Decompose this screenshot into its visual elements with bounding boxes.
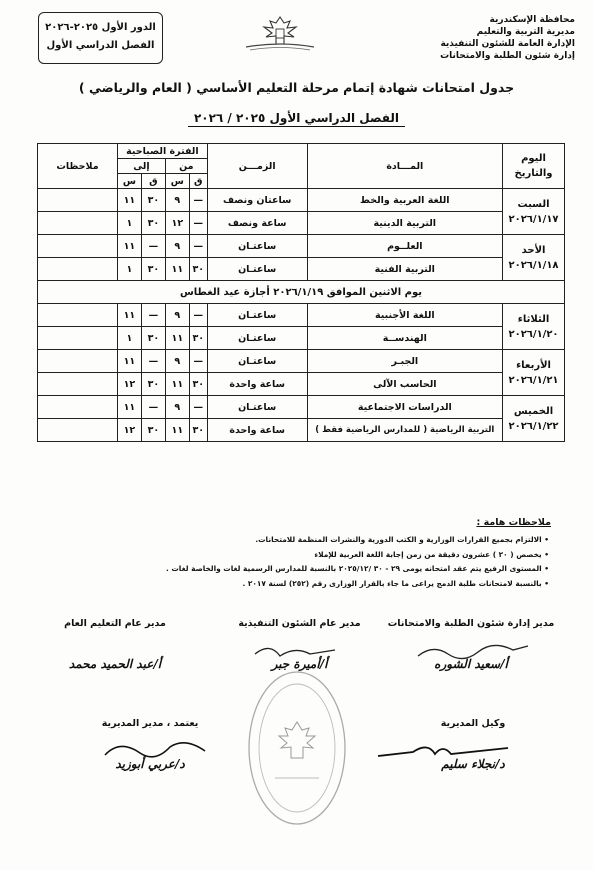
- from-q: —: [189, 212, 207, 235]
- signature-name: د/نجلاء سليم: [441, 757, 505, 771]
- day-name: الأربعاء: [516, 359, 551, 371]
- signature-block: [30, 618, 200, 671]
- notes-cell: [38, 350, 118, 373]
- session-term: الفصل الدراسي الأول: [46, 40, 155, 51]
- signature-name: أ/أميرة جبر: [271, 657, 328, 671]
- from-s: ٩: [165, 235, 189, 258]
- table-row: [38, 235, 565, 258]
- to-s: ١١: [117, 396, 141, 419]
- from-q: —: [189, 189, 207, 212]
- from-s: ٩: [165, 189, 189, 212]
- header-time: الزمـــن: [207, 144, 307, 189]
- table-row: [38, 327, 565, 350]
- from-s: ١٢: [165, 212, 189, 235]
- subject-cell: اللغة الأجنبية: [307, 304, 502, 327]
- header-q: ق: [141, 174, 165, 189]
- time-cell: ساعتـان: [207, 304, 307, 327]
- time-cell: ساعة ونصف: [207, 212, 307, 235]
- to-s: ١٢: [117, 419, 141, 442]
- table-row: [38, 350, 565, 373]
- header-s: س: [117, 174, 141, 189]
- notes-cell: [38, 396, 118, 419]
- to-s: ١١: [117, 189, 141, 212]
- notes-cell: [38, 258, 118, 281]
- to-q: ٣٠: [141, 189, 165, 212]
- official-seal-stamp-icon: [245, 668, 350, 828]
- time-cell: ساعة واحدة: [207, 373, 307, 396]
- notes-cell: [38, 212, 118, 235]
- header-day: اليوم والتاريخ: [503, 144, 565, 189]
- subject-cell: التربية الرياضية ( للمدارس الرياضية فقط ): [307, 419, 502, 442]
- term-label: الفصل الدراسي الأول ٢٠٢٥ / ٢٠٢٦: [188, 111, 405, 127]
- notes-cell: [38, 419, 118, 442]
- note-item: • الالتزام بجميع القرارات الوزارية و الكتب الدورية والنشرات المنظمة للامتحانات.: [49, 533, 549, 548]
- to-s: ١١: [117, 350, 141, 373]
- eagle-emblem-icon: [236, 14, 324, 52]
- header-line: الإدارة العامة للشئون التنفيذية: [440, 39, 575, 49]
- to-s: ١: [117, 258, 141, 281]
- from-q: —: [189, 235, 207, 258]
- from-q: —: [189, 304, 207, 327]
- from-q: ٣٠: [189, 373, 207, 396]
- to-q: —: [141, 396, 165, 419]
- table-row: [38, 396, 565, 419]
- subject-cell: العلــوم: [307, 235, 502, 258]
- note-item: • بالنسبة لامتحانات طلبة الدمج يراعى ما جاء بالقرار الوزارى رقم (٢٥٢) لسنة ٢٠١٧ .: [49, 577, 549, 592]
- signature-title: وكيل المديرية: [440, 718, 506, 729]
- note-item: • المستوى الرفيع يتم عقد امتحانه يومى ٢٩ - ٣٠ /٢٠٢٥/١٢ بالنسبة للمدارس الرسمية لغات والخاصة لغات .: [49, 562, 549, 577]
- day-cell: [503, 350, 565, 396]
- day-date: ٢٠٢٦/١/٢١: [508, 374, 559, 386]
- page-subtitle: [0, 111, 593, 125]
- note-item: • يخصص ( ٢٠ ) عشرون دقيقة من زمن إجابة اللغة العربية للإملاء: [49, 548, 549, 563]
- session-box: [38, 12, 163, 64]
- table-row: [38, 189, 565, 212]
- holiday-row: [38, 281, 565, 304]
- header-line: محافظة الإسكندرية: [489, 15, 575, 25]
- header-from: من: [165, 159, 207, 174]
- subject-cell: التربية الفنية: [307, 258, 502, 281]
- subject-cell: الهندســة: [307, 327, 502, 350]
- subject-cell: الدراسات الاجتماعية: [307, 396, 502, 419]
- day-cell: [503, 396, 565, 442]
- handwritten-signature-icon: [373, 738, 513, 764]
- header-line: مديرية التربية والتعليم: [476, 27, 575, 37]
- to-q: ٣٠: [141, 258, 165, 281]
- page-title: جدول امتحانات شهادة إتمام مرحلة التعليم الأساسي ( العام والرياضي ): [78, 80, 515, 95]
- time-cell: ساعتـان: [207, 258, 307, 281]
- to-s: ١١: [117, 304, 141, 327]
- signature-title: يعتمد ، مدير المديرية: [101, 718, 199, 729]
- day-date: ٢٠٢٦/١/٢٠: [508, 328, 559, 340]
- notes-list: [49, 533, 549, 591]
- notes-cell: [38, 235, 118, 258]
- from-q: ٣٠: [189, 258, 207, 281]
- time-cell: ساعة واحدة: [207, 419, 307, 442]
- from-q: ٣٠: [189, 327, 207, 350]
- table-row: [38, 212, 565, 235]
- handwritten-signature-icon: [413, 640, 533, 664]
- exam-schedule-table: [37, 143, 565, 442]
- notes-heading: ملاحظات هامة :: [476, 517, 551, 528]
- from-s: ١١: [165, 419, 189, 442]
- time-cell: ساعتـان: [207, 396, 307, 419]
- header-to: إلى: [117, 159, 165, 174]
- signature-title: مدير عام التعليم العام: [64, 618, 166, 629]
- handwritten-signature-icon: [100, 735, 210, 765]
- from-s: ١١: [165, 373, 189, 396]
- time-cell: ساعتـان: [207, 235, 307, 258]
- header-authority: [385, 14, 575, 62]
- from-s: ١١: [165, 327, 189, 350]
- session-year: الدور الأول ٢٠٢٥-٢٠٢٦: [45, 22, 156, 33]
- notes-cell: [38, 304, 118, 327]
- from-s: ١١: [165, 258, 189, 281]
- signature-name: أ/عبد الحميد محمد: [68, 657, 162, 671]
- to-s: ١: [117, 327, 141, 350]
- to-q: ٣٠: [141, 327, 165, 350]
- day-name: الخميس: [513, 405, 554, 417]
- time-cell: ساعتـان: [207, 327, 307, 350]
- table-row: [38, 373, 565, 396]
- header-q: ق: [189, 174, 207, 189]
- to-s: ١١: [117, 235, 141, 258]
- notes-cell: [38, 327, 118, 350]
- from-s: ٩: [165, 304, 189, 327]
- subject-cell: التربية الدينية: [307, 212, 502, 235]
- signature-title: مدير إدارة شئون الطلبة والامتحانات: [387, 618, 555, 629]
- from-s: ٩: [165, 350, 189, 373]
- header-subject: المـــادة: [307, 144, 502, 189]
- from-q: —: [189, 350, 207, 373]
- day-date: ٢٠٢٦/١/١٨: [508, 259, 559, 271]
- subject-cell: الجبـر: [307, 350, 502, 373]
- day-cell: [503, 189, 565, 235]
- table-row: [38, 419, 565, 442]
- day-name: الأحد: [521, 244, 546, 256]
- header-notes: ملاحظات: [38, 144, 118, 189]
- to-q: ٣٠: [141, 373, 165, 396]
- from-q: —: [189, 396, 207, 419]
- table-row: [38, 258, 565, 281]
- day-date: ٢٠٢٦/١/١٧: [508, 213, 559, 225]
- signature-title: مدير عام الشئون التنفيذية: [238, 618, 361, 629]
- to-q: —: [141, 350, 165, 373]
- to-s: ١: [117, 212, 141, 235]
- subject-cell: اللغة العربية والخط: [307, 189, 502, 212]
- handwritten-signature-icon: [250, 640, 340, 664]
- table-row: [38, 304, 565, 327]
- to-s: ١٢: [117, 373, 141, 396]
- time-cell: ساعتـان: [207, 350, 307, 373]
- notes-cell: [38, 373, 118, 396]
- to-q: —: [141, 304, 165, 327]
- header-period: الفترة الصباحية: [117, 144, 207, 159]
- to-q: ٣٠: [141, 419, 165, 442]
- day-name: الثلاثاء: [517, 313, 550, 325]
- to-q: ٣٠: [141, 212, 165, 235]
- signature-name: د/عربي أبوزيد: [115, 757, 185, 771]
- header-line: إدارة شئون الطلبة والامتحانات: [440, 51, 575, 61]
- holiday-note: يوم الاثنين الموافق ٢٠٢٦/١/١٩ أجازة عيد الغطاس: [38, 281, 565, 304]
- signature-name: أ/سعيد الشوره: [434, 657, 508, 671]
- from-q: ٣٠: [189, 419, 207, 442]
- day-cell: [503, 235, 565, 281]
- notes-cell: [38, 189, 118, 212]
- to-q: —: [141, 235, 165, 258]
- from-s: ٩: [165, 396, 189, 419]
- time-cell: ساعتان ونصف: [207, 189, 307, 212]
- header-s: س: [165, 174, 189, 189]
- day-date: ٢٠٢٦/١/٢٢: [508, 420, 559, 432]
- subject-cell: الحاسب الآلى: [307, 373, 502, 396]
- day-name: السبت: [517, 198, 550, 210]
- day-cell: [503, 304, 565, 350]
